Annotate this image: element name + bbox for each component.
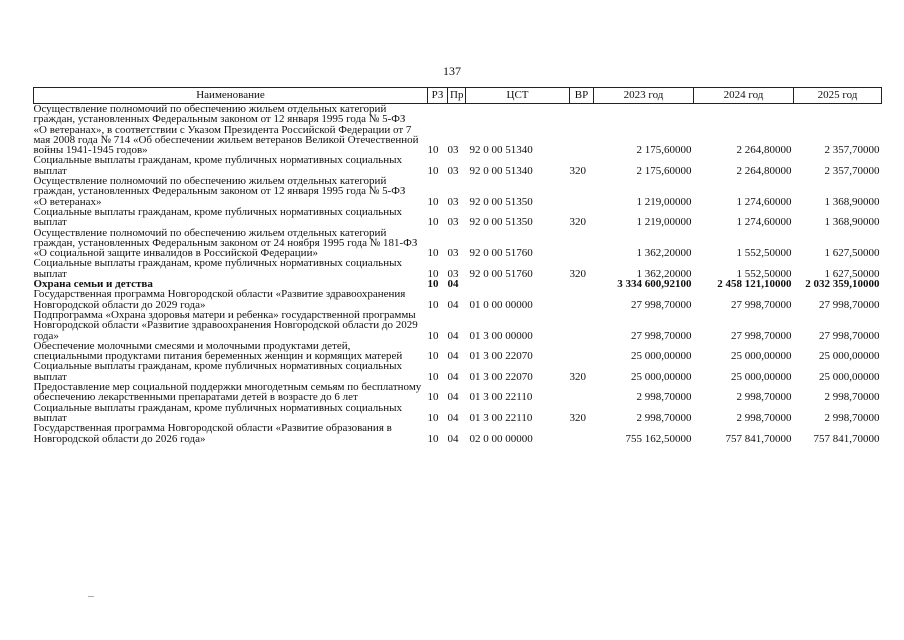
table-row: [34, 361, 882, 382]
cell-vr: 320: [569, 370, 586, 383]
header-2025: 2025 год: [794, 88, 882, 104]
cell-cst: 01 0 00 00000: [469, 298, 533, 311]
cell-y2023: 2 175,60000: [636, 164, 692, 177]
cell-vr: 320: [569, 216, 586, 229]
cell-y2023: 27 998,70000: [631, 329, 692, 342]
cell-cst: 01 3 00 22070: [469, 350, 533, 363]
page-number: 137: [443, 64, 461, 78]
cell-rz: 10: [427, 247, 439, 260]
cell-y2025: 1 627,50000: [824, 247, 880, 260]
cell-cst: 92 0 00 51350: [469, 216, 533, 229]
cell-y2025: 757 841,70000: [813, 432, 880, 445]
cell-rz: 10: [427, 278, 439, 291]
table-row: [34, 310, 882, 341]
cell-name: Социальные выплаты гражданам, кроме публичных нормативных социальных выплат: [33, 360, 402, 383]
cell-vr: 320: [569, 411, 586, 424]
cell-vr: [570, 341, 594, 362]
cell-name: Осуществление полномочий по обеспечению жильем отдельных категорий граждан, установленных Федеральным законом от 24 ноября 1995 года № 181-ФЗ «О социальной защите инвалидов в Российской Федерации»: [33, 226, 418, 260]
cell-y2024: 1 274,60000: [736, 195, 792, 208]
cell-name: Государственная программа Новгородской области «Развитие образования в Новгородской области до 2026 года»: [33, 422, 392, 445]
table-row: [34, 228, 882, 259]
cell-cst: 01 3 00 22110: [469, 391, 533, 404]
cell-y2023: 1 362,20000: [636, 247, 692, 260]
cell-y2024: 2 264,80000: [736, 164, 792, 177]
cell-cst: 02 0 00 00000: [469, 432, 533, 445]
table-row: [34, 155, 882, 176]
cell-y2025: 2 998,70000: [824, 411, 880, 424]
cell-y2024: 757 841,70000: [725, 432, 792, 445]
table-row: [34, 104, 882, 156]
table-row: [34, 207, 882, 228]
cell-pr: 04: [447, 329, 459, 342]
cell-pr: 03: [447, 247, 459, 260]
cell-y2025: 2 998,70000: [824, 391, 880, 404]
cell-y2024: 1 274,60000: [736, 216, 792, 229]
cell-rz: 10: [427, 144, 439, 157]
cell-y2024: 1 552,50000: [736, 247, 792, 260]
cell-name: Осуществление полномочий по обеспечению жильем отдельных категорий граждан, установленных Федеральным законом от 12 января 1995 года № 5-ФЗ «О ветеранах»: [33, 175, 406, 208]
cell-name: Социальные выплаты гражданам, кроме публичных нормативных социальных выплат: [33, 257, 402, 280]
cell-pr: 04: [447, 350, 459, 363]
cell-vr: [570, 310, 594, 341]
table-row: [34, 403, 882, 424]
cell-rz: 10: [427, 216, 439, 229]
cell-rz: 10: [427, 350, 439, 363]
table-row: [34, 341, 882, 362]
scan-mark: [88, 596, 94, 597]
cell-y2025: 2 032 359,10000: [805, 278, 880, 291]
cell-rz: 10: [427, 411, 439, 424]
cell-vr: 320: [569, 164, 586, 177]
cell-y2025: 2 357,70000: [824, 144, 880, 157]
cell-y2024: 2 998,70000: [736, 391, 792, 404]
cell-y2023: 27 998,70000: [631, 298, 692, 311]
cell-y2024: 2 458 121,10000: [717, 278, 792, 291]
cell-y2023: 2 998,70000: [636, 411, 692, 424]
cell-vr: [570, 289, 594, 310]
cell-y2024: 27 998,70000: [731, 329, 792, 342]
cell-vr: [570, 228, 594, 259]
cell-name: Социальные выплаты гражданам, кроме публичных нормативных социальных выплат: [33, 205, 402, 229]
cell-pr: 03: [447, 144, 459, 157]
cell-name: Социальные выплаты гражданам, кроме публичных нормативных социальных выплат: [33, 154, 402, 177]
cell-vr: [570, 104, 594, 156]
header-2024: 2024 год: [694, 88, 794, 104]
cell-y2023: 3 334 600,92100: [617, 278, 692, 291]
cell-cst: 92 0 00 51340: [469, 144, 533, 157]
cell-name: Подпрограмма «Охрана здоровья матери и ребенка» государственной программы Новгородской области «Развитие здравоохранения Новгородской области до 2029 года»: [33, 308, 418, 342]
cell-y2025: 1 627,50000: [824, 267, 880, 280]
cell-pr: 03: [447, 195, 459, 208]
cell-y2024: 27 998,70000: [731, 298, 792, 311]
cell-cst: 92 0 00 51760: [469, 267, 533, 280]
budget-table: [33, 87, 882, 444]
header-vr: ВР: [570, 88, 594, 104]
cell-y2024: 1 552,50000: [736, 267, 792, 280]
cell-y2025: 25 000,00000: [819, 350, 880, 363]
cell-rz: 10: [427, 432, 439, 445]
cell-rz: 10: [427, 267, 439, 280]
cell-cst: 01 3 00 22070: [469, 370, 533, 383]
table-row: [34, 176, 882, 207]
table-row: [34, 289, 882, 310]
table-row: [34, 382, 882, 403]
cell-y2023: 1 219,00000: [636, 216, 692, 229]
cell-pr: 04: [447, 278, 459, 291]
cell-pr: 03: [447, 216, 459, 229]
header-rz: РЗ: [428, 88, 448, 104]
cell-y2023: 755 162,50000: [625, 432, 692, 445]
cell-y2025: 1 368,90000: [824, 216, 880, 229]
header-2023: 2023 год: [594, 88, 694, 104]
cell-pr: 03: [447, 164, 459, 177]
cell-y2023: 25 000,00000: [631, 370, 692, 383]
cell-y2024: 2 264,80000: [736, 144, 792, 157]
cell-cst: 92 0 00 51350: [469, 195, 533, 208]
cell-rz: 10: [427, 329, 439, 342]
cell-y2025: 1 368,90000: [824, 195, 880, 208]
cell-cst: 92 0 00 51340: [469, 164, 533, 177]
cell-cst: 01 3 00 00000: [469, 329, 533, 342]
table-row: [34, 258, 882, 279]
cell-y2023: 25 000,00000: [631, 350, 692, 363]
cell-y2024: 2 998,70000: [736, 411, 792, 424]
cell-name: Осуществление полномочий по обеспечению жильем отдельных категорий граждан, установленных Федеральным законом от 12 января 1995 года № 5-ФЗ «О ветеранах», в соответствии с Указом Президента Российской Федерации от 7 мая 2008 года № 714 «Об обеспечении жильем ветеранов Великой Отечественной войны 1941-1945 годов»: [33, 103, 419, 157]
cell-vr: 320: [569, 267, 586, 280]
cell-y2023: 1 219,00000: [636, 195, 692, 208]
table-header-row: [34, 88, 882, 104]
cell-y2024: 25 000,00000: [731, 370, 792, 383]
cell-rz: 10: [427, 391, 439, 404]
cell-y2025: 25 000,00000: [819, 370, 880, 383]
header-pr: Пр: [448, 88, 466, 104]
table-body: [34, 104, 882, 444]
cell-rz: 10: [427, 195, 439, 208]
cell-y2023: 2 998,70000: [636, 391, 692, 404]
cell-vr: [570, 279, 594, 289]
cell-rz: 10: [427, 370, 439, 383]
cell-pr: 04: [447, 432, 459, 445]
cell-pr: 04: [447, 370, 459, 383]
cell-cst: [466, 279, 570, 289]
cell-name: Государственная программа Новгородской области «Развитие здравоохранения Новгородской области до 2029 года»: [33, 288, 406, 311]
cell-vr: [570, 382, 594, 403]
cell-pr: 04: [447, 411, 459, 424]
cell-name: Предоставление мер социальной поддержки многодетным семьям по бесплатному обеспечению лекарственными препаратами детей в возрасте до 6 лет: [33, 381, 422, 404]
cell-y2025: 27 998,70000: [819, 329, 880, 342]
cell-y2025: 27 998,70000: [819, 298, 880, 311]
cell-cst: 01 3 00 22110: [469, 411, 533, 424]
cell-y2024: 25 000,00000: [731, 350, 792, 363]
cell-pr: 04: [447, 391, 459, 404]
table-row: [34, 423, 882, 444]
cell-name: Социальные выплаты гражданам, кроме публичных нормативных социальных выплат: [33, 401, 402, 424]
header-cst: ЦСТ: [466, 88, 570, 104]
header-name: Наименование: [34, 88, 428, 104]
cell-vr: [570, 423, 594, 444]
cell-pr: 03: [447, 267, 459, 280]
cell-name: Охрана семьи и детства: [33, 278, 153, 291]
cell-y2025: 2 357,70000: [824, 164, 880, 177]
cell-y2023: 2 175,60000: [636, 144, 692, 157]
cell-rz: 10: [427, 298, 439, 311]
cell-cst: 92 0 00 51760: [469, 247, 533, 260]
cell-vr: [570, 176, 594, 207]
cell-pr: 04: [447, 298, 459, 311]
cell-y2023: 1 362,20000: [636, 267, 692, 280]
cell-name: Обеспечение молочными смесями и молочными продуктами детей, специальными продуктами питания беременных женщин и кормящих матерей: [33, 339, 403, 363]
cell-rz: 10: [427, 164, 439, 177]
